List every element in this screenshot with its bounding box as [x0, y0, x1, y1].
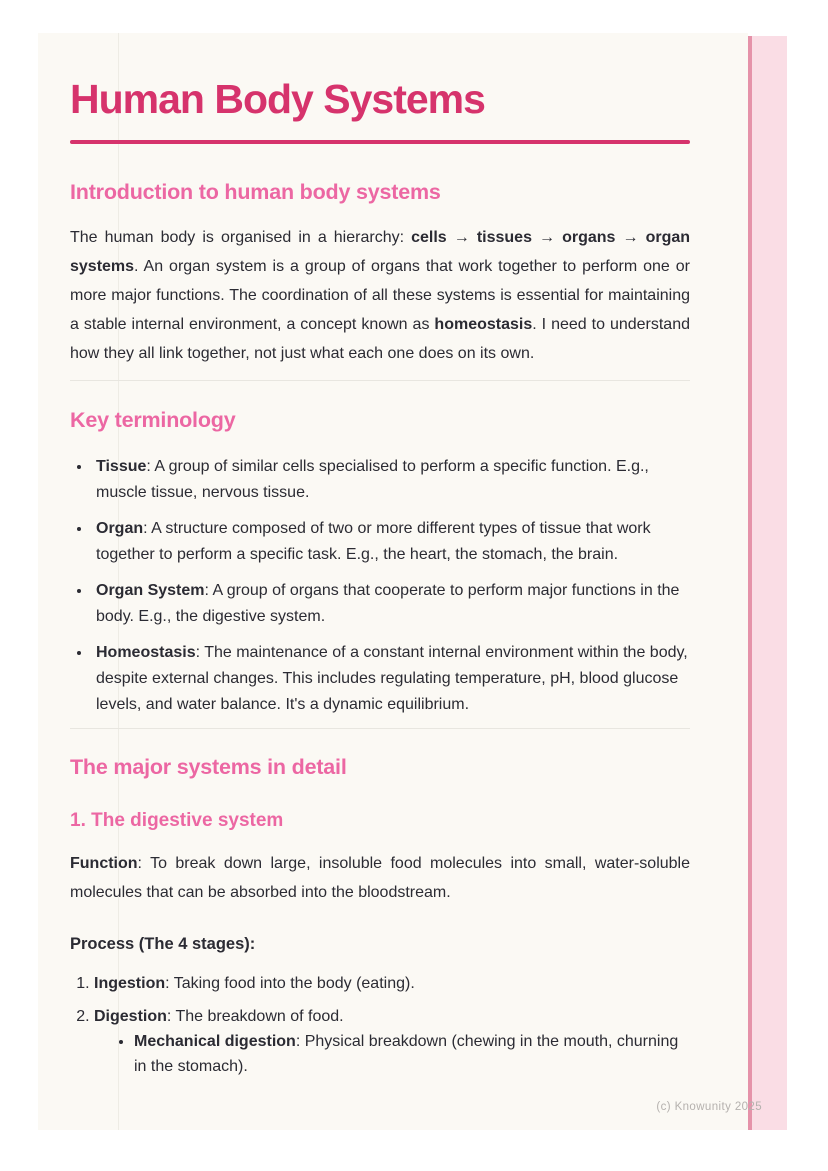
watermark-text: (c) Knowunity 2025 — [656, 1101, 762, 1113]
nested-list-item: • Mechanical digestion: Physical breakdown (chewing in the mouth, churning in the stomach). — [134, 1029, 690, 1079]
digestive-function-paragraph: Function: To break down large, insoluble food molecules into small, water-soluble molecules that can be absorbed into the bloodstream. — [70, 855, 690, 902]
section-divider — [70, 728, 690, 729]
list-item: • Organ: A structure composed of two or more different types of tissue that work together to perform a specific task. E.g., the heart, the stomach, the brain. — [92, 516, 690, 568]
list-item: • Homeostasis: The maintenance of a constant internal environment within the body, despite external changes. This includes regulating temperature, pH, blood glucose levels, and water balance. It's a dynamic equilibrium. — [92, 640, 690, 718]
section-heading-introduction: Introduction to human body systems — [70, 180, 441, 204]
page-title: Human Body Systems — [70, 76, 485, 122]
section-divider — [70, 380, 690, 381]
digestive-stages-list — [70, 971, 690, 1079]
section-heading-terminology: Key terminology — [70, 407, 236, 432]
list-item: 1. Ingestion: Taking food into the body (eating). — [94, 971, 690, 996]
section-heading-major-systems: The major systems in detail — [70, 754, 347, 779]
title-divider — [70, 140, 690, 144]
pink-edge-strip — [748, 36, 787, 1130]
subsection-heading-digestive-system: 1. The digestive system — [70, 810, 284, 832]
list-item: • Organ System: A group of organs that cooperate to perform major functions in the body. E.g., the digestive system. — [92, 578, 690, 630]
list-item: • Tissue: A group of similar cells specialised to perform a specific function. E.g., muscle tissue, nervous tissue. — [92, 454, 690, 506]
introduction-paragraph: The human body is organised in a hierarchy: cells → tissues → organs → organ systems. An organ system is a group of organs that work together to perform one or more major functions. The coordination of all these systems is essential for maintaining a stable internal environment, a concept known as homeostasis. I need to understand how they all link together, not just what each one does on its own. — [70, 228, 691, 362]
process-stages-label: Process (The 4 stages): — [70, 935, 256, 954]
nested-list — [94, 1029, 690, 1079]
page-content — [38, 33, 748, 1079]
document-page — [38, 33, 748, 1130]
list-item: 2. Digestion: The breakdown of food. • Mechanical digestion: Physical breakdown (chewing in the mouth, churning in the stomach). — [94, 1004, 690, 1079]
terminology-list — [70, 454, 690, 718]
